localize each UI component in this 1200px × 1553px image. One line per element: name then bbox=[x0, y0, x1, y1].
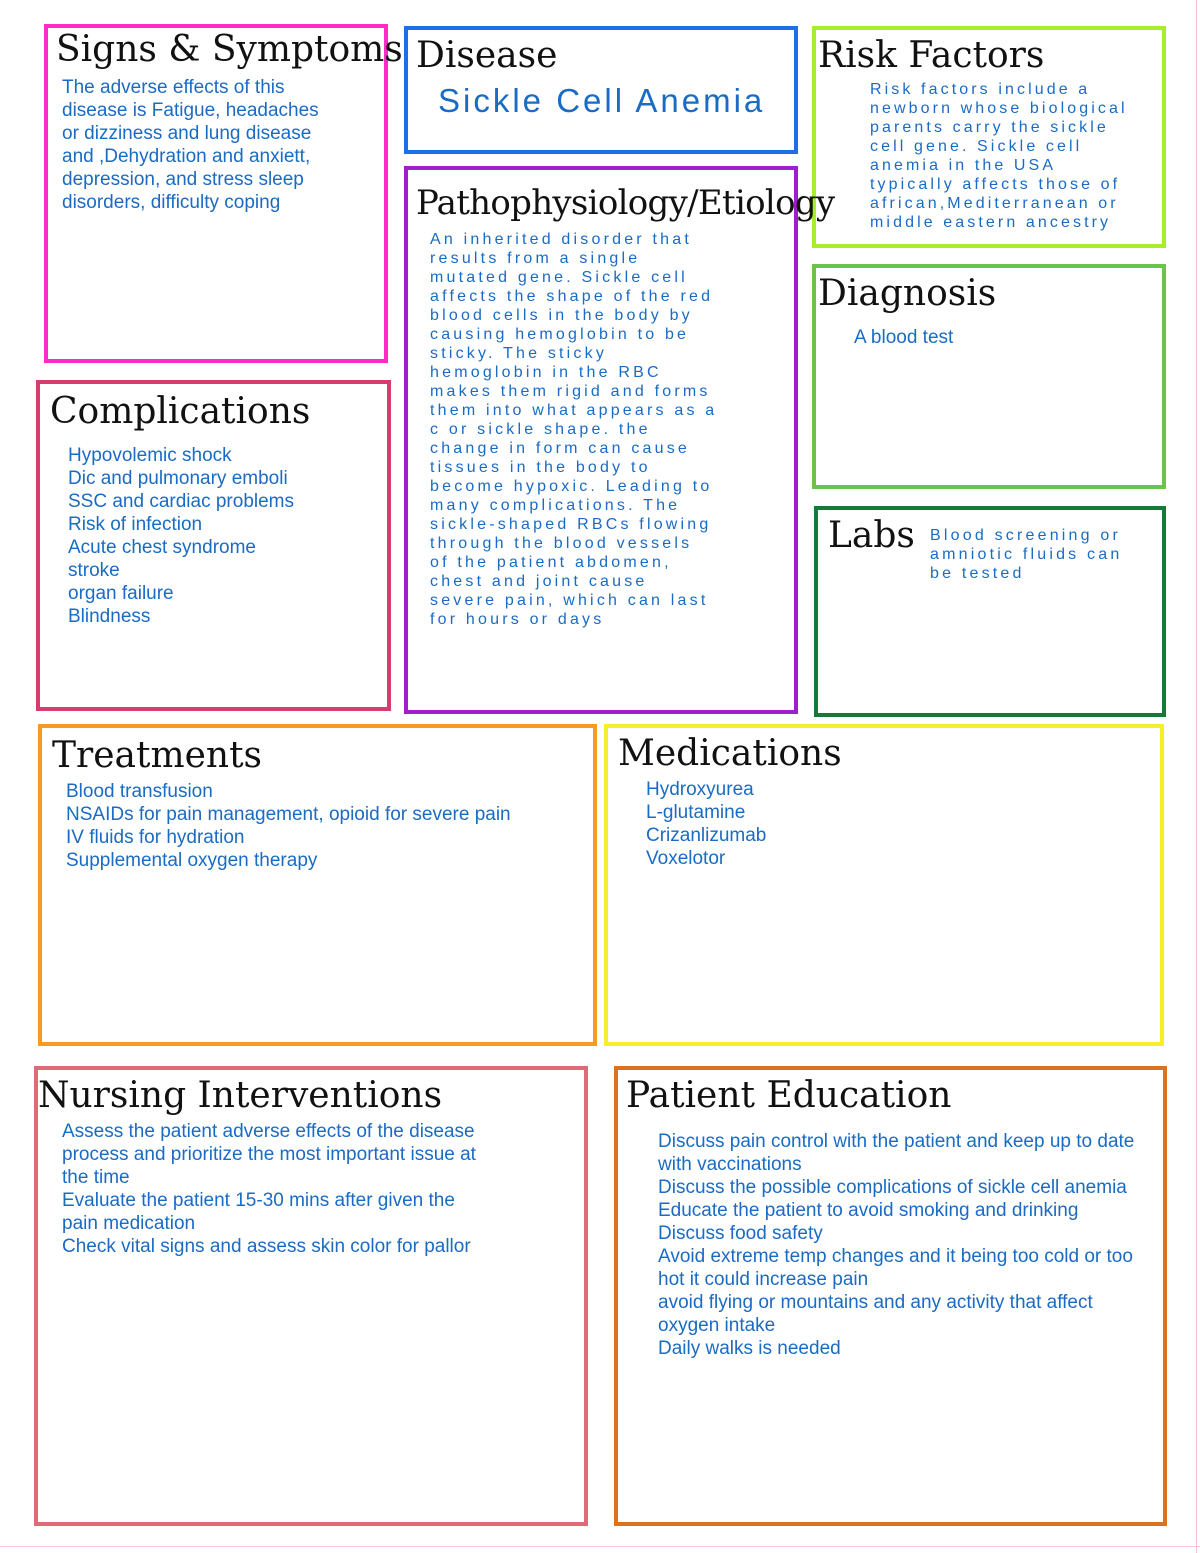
list-item: Avoid extreme temp changes and it being too cold or too hot it could increase pain bbox=[658, 1246, 1133, 1290]
list-item: Daily walks is needed bbox=[658, 1338, 841, 1359]
diagnosis-box bbox=[812, 264, 1166, 489]
list-item: stroke bbox=[68, 560, 120, 581]
pathophysiology-box bbox=[404, 166, 835, 714]
signs-symptoms-text: The adverse effects of this disease is Fatigue, headaches or dizziness and lung disease and ,Dehydration and anxiett, depression, and stress sleep disorders, difficulty coping bbox=[62, 77, 319, 213]
nursing-interventions-title: Nursing Interventions bbox=[38, 1075, 443, 1116]
disease-box bbox=[404, 26, 798, 154]
list-item: IV fluids for hydration bbox=[66, 827, 245, 848]
risk-factors-box bbox=[812, 26, 1166, 248]
patient-education-box bbox=[614, 1066, 1167, 1526]
pathophysiology-title: Pathophysiology/Etiology bbox=[416, 183, 835, 223]
risk-factors-text: Risk factors include a newborn whose biological parents carry the sickle cell gene. Sickle cell anemia in the USA typically affects those of african,Mediterranean or middle eastern ancestry bbox=[870, 81, 1128, 231]
list-item: L-glutamine bbox=[646, 802, 746, 823]
labs-box bbox=[814, 506, 1166, 717]
diagnosis-title: Diagnosis bbox=[818, 273, 997, 314]
complications-list bbox=[68, 444, 294, 628]
treatments-box bbox=[38, 724, 597, 1046]
list-item: Discuss food safety bbox=[658, 1223, 823, 1244]
list-item: NSAIDs for pain management, opioid for severe pain bbox=[66, 804, 511, 825]
list-item: organ failure bbox=[68, 583, 174, 604]
disease-name: Sickle Cell Anemia bbox=[438, 82, 766, 119]
list-item: Evaluate the patient 15-30 mins after given the pain medication bbox=[62, 1190, 455, 1234]
list-item: Hydroxyurea bbox=[646, 779, 754, 800]
patient-education-list bbox=[658, 1130, 1134, 1360]
treatments-list bbox=[66, 780, 511, 872]
treatments-title: Treatments bbox=[52, 735, 263, 776]
list-item: avoid flying or mountains and any activity that affect oxygen intake bbox=[658, 1292, 1093, 1336]
page-edge-bottom bbox=[0, 1546, 1200, 1547]
signs-symptoms-title: Signs & Symptoms bbox=[56, 29, 403, 70]
list-item: Check vital signs and assess skin color for pallor bbox=[62, 1236, 471, 1257]
list-item: Hypovolemic shock bbox=[68, 445, 232, 466]
nursing-interventions-list bbox=[62, 1120, 476, 1258]
disease-title: Disease bbox=[416, 35, 558, 76]
list-item: Educate the patient to avoid smoking and drinking bbox=[658, 1200, 1079, 1221]
list-item: SSC and cardiac problems bbox=[68, 491, 294, 512]
nursing-interventions-box bbox=[34, 1066, 588, 1526]
diagnosis-text: A blood test bbox=[854, 327, 954, 348]
list-item: Discuss pain control with the patient and keep up to date with vaccinations bbox=[658, 1131, 1135, 1175]
list-item: Voxelotor bbox=[646, 848, 726, 869]
list-item: Discuss the possible complications of sickle cell anemia bbox=[658, 1177, 1127, 1198]
pathophysiology-text: An inherited disorder that results from a single mutated gene. Sickle cell affects the shape of the red blood cells in the body by causing hemoglobin to be sticky. The sticky hemoglobin in the RBC makes them rigid and forms them into what appears as a c or sickle shape. the change in form can cause tissues in the body to become hypoxic. Leading to many complications. The sickle-shaped RBCs flowing through the blood vessels of the patient abdomen, chest and joint cause severe pain, which can last for hours or days bbox=[430, 231, 718, 628]
signs-symptoms-box bbox=[44, 24, 403, 363]
list-item: Acute chest syndrome bbox=[68, 537, 256, 558]
page-edge-right bbox=[1196, 0, 1197, 1553]
medications-box bbox=[604, 724, 1164, 1046]
medications-title: Medications bbox=[618, 733, 842, 774]
complications-title: Complications bbox=[50, 391, 311, 432]
medications-list bbox=[646, 778, 766, 870]
list-item: Blood transfusion bbox=[66, 781, 213, 802]
labs-text: Blood screening or amniotic fluids can be tested bbox=[930, 527, 1123, 582]
labs-title: Labs bbox=[828, 515, 915, 556]
patient-education-title: Patient Education bbox=[626, 1075, 952, 1116]
complications-box bbox=[36, 380, 391, 711]
list-item: Blindness bbox=[68, 606, 151, 627]
list-item: Dic and pulmonary emboli bbox=[68, 468, 288, 489]
list-item: Crizanlizumab bbox=[646, 825, 767, 846]
list-item: Risk of infection bbox=[68, 514, 203, 535]
list-item: Supplemental oxygen therapy bbox=[66, 850, 318, 871]
list-item: Assess the patient adverse effects of the disease process and prioritize the most important issue at the time bbox=[62, 1121, 476, 1188]
risk-factors-title: Risk Factors bbox=[818, 35, 1045, 76]
